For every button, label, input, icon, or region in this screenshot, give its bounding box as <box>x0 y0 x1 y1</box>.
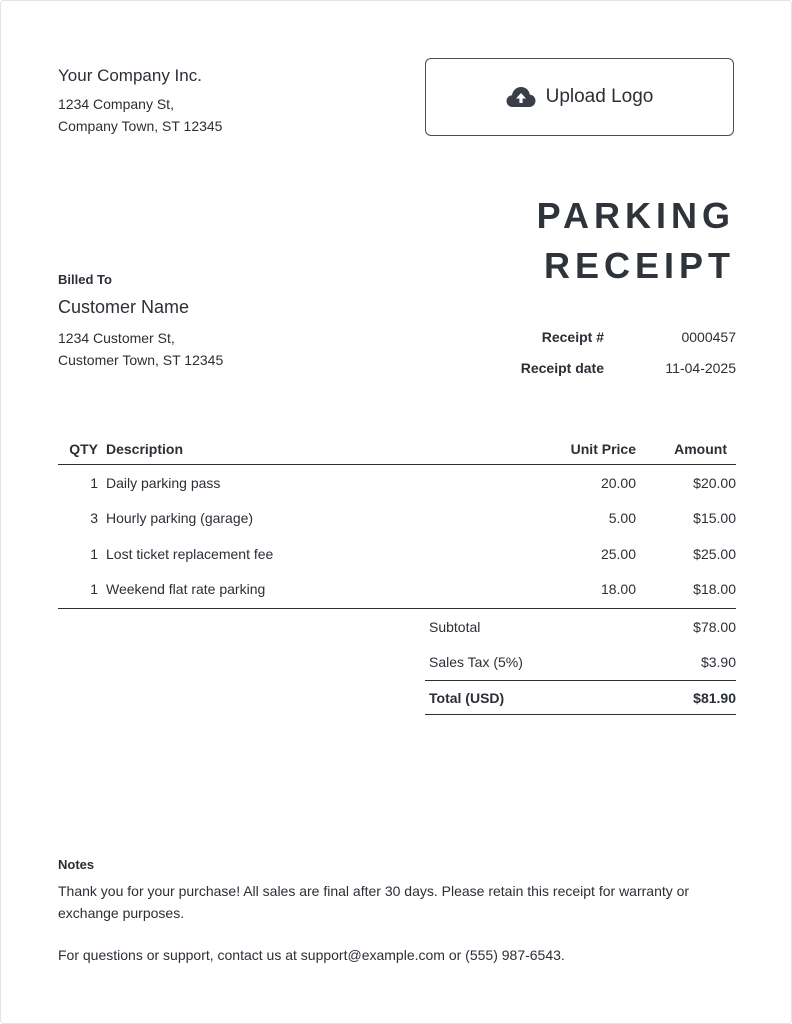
total-row <box>425 680 736 715</box>
row-unit-price: 5.00 <box>608 510 636 527</box>
header-amount: Amount <box>674 440 727 457</box>
company-address-line1: 1234 Company St, <box>58 96 174 112</box>
notes-label: Notes <box>58 857 95 872</box>
row-amount: $15.00 <box>693 510 736 527</box>
row-qty: 1 <box>90 474 98 491</box>
upload-logo-button[interactable] <box>425 58 734 136</box>
table-row <box>58 572 736 608</box>
total-value: $81.90 <box>693 689 736 706</box>
line-items-table <box>58 433 736 609</box>
notes-contact: For questions or support, contact us at support@example.com or (555) 987-6543. <box>58 947 565 963</box>
document-title <box>537 191 735 291</box>
notes-block <box>58 857 748 966</box>
receipt-date-value: 11-04-2025 <box>665 359 736 376</box>
billed-to-label: Billed To <box>58 272 112 287</box>
table-row <box>58 465 736 501</box>
company-address-line2: Company Town, ST 12345 <box>58 118 223 134</box>
totals-block <box>425 609 736 715</box>
receipt-number-label: Receipt # <box>541 328 604 345</box>
receipt-date-label: Receipt date <box>520 359 604 376</box>
total-label: Total (USD) <box>429 689 505 706</box>
company-name: Your Company Inc. <box>58 66 202 85</box>
row-description: Lost ticket replacement fee <box>106 545 274 562</box>
receipt-number-row <box>441 321 736 352</box>
row-unit-price: 20.00 <box>600 474 636 491</box>
row-description: Weekend flat rate parking <box>106 581 266 598</box>
row-amount: $25.00 <box>693 545 736 562</box>
row-description: Hourly parking (garage) <box>106 510 254 527</box>
tax-value: $3.90 <box>700 654 736 671</box>
row-unit-price: 25.00 <box>600 545 636 562</box>
table-row <box>58 536 736 572</box>
header-description: Description <box>106 440 184 457</box>
subtotal-label: Subtotal <box>429 618 481 635</box>
row-qty: 1 <box>90 545 98 562</box>
header-unit-price: Unit Price <box>570 440 636 457</box>
receipt-number-value: 0000457 <box>681 328 736 345</box>
cloud-upload-icon <box>506 86 536 108</box>
table-header <box>58 433 736 465</box>
billed-to-block <box>58 272 223 371</box>
customer-address-line1: 1234 Customer St, <box>58 330 175 346</box>
company-block <box>58 65 222 137</box>
row-qty: 3 <box>90 510 98 527</box>
subtotal-row <box>425 609 736 645</box>
title-line2: RECEIPT <box>543 245 735 286</box>
customer-name: Customer Name <box>58 297 190 317</box>
tax-row <box>425 645 736 681</box>
row-amount: $20.00 <box>693 474 736 491</box>
customer-address-line2: Customer Town, ST 12345 <box>58 352 224 368</box>
receipt-date-row <box>441 352 736 383</box>
table-row <box>58 501 736 537</box>
table-body <box>58 465 736 609</box>
row-unit-price: 18.00 <box>600 581 636 598</box>
tax-label: Sales Tax (5%) <box>429 654 523 671</box>
title-line1: PARKING <box>536 195 735 236</box>
notes-text: Thank you for your purchase! All sales are final after 30 days. Please retain this receipt for warranty or exchange purposes. <box>58 883 690 921</box>
row-description: Daily parking pass <box>106 474 221 491</box>
row-amount: $18.00 <box>693 581 736 598</box>
upload-logo-label: Upload Logo <box>545 86 654 107</box>
subtotal-value: $78.00 <box>693 618 736 635</box>
row-qty: 1 <box>90 581 98 598</box>
receipt-meta <box>441 321 736 383</box>
header-qty: QTY <box>69 440 98 457</box>
